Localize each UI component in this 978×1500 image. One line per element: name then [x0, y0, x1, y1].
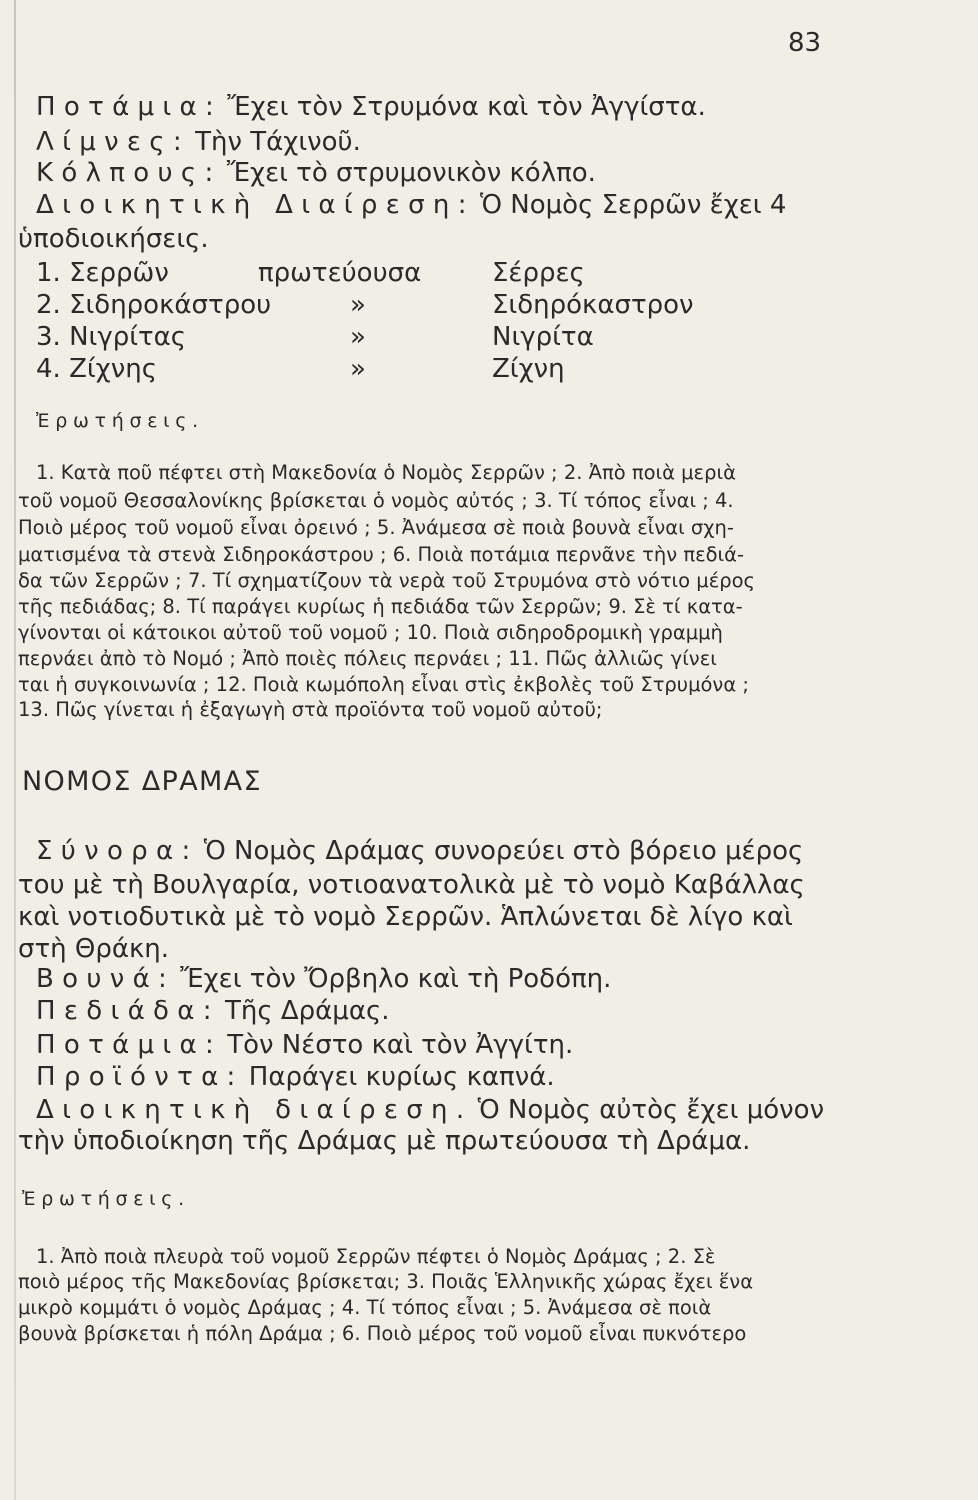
lakes-line [36, 127, 361, 157]
question-line: βουνὰ βρίσκεται ἡ πόλη Δράμα ; 6. Ποιὸ μέρος τοῦ νομοῦ εἶναι πυκνότερο [18, 1322, 747, 1345]
mountains-line [36, 964, 611, 994]
borders-label: Σύνορα: [36, 836, 199, 866]
question-line: 1. Ἀπὸ ποιὰ πλευρὰ τοῦ νομοῦ Σερρῶν πέφτει ὁ Νομὸς Δράμας ; 2. Σὲ [36, 1245, 716, 1268]
subdivision-name: 3. Νιγρίτας [36, 322, 187, 352]
subdivision-name: 4. Ζίχνης [36, 354, 157, 384]
subdivision-capital: Νιγρίτα [492, 322, 594, 352]
division-line [36, 190, 786, 220]
drama-division-text: Ὁ Νομὸς αὐτὸς ἔχει μόνον [477, 1095, 825, 1125]
drama-questions-label: Ἐρωτήσεις. [22, 1188, 190, 1210]
question-line: ται ἡ συγκοινωνία ; 12. Ποιὰ κωμόπολη εἶναι στὶς ἐκβολὲς τοῦ Στρυμόνα ; [18, 673, 749, 696]
rivers-label: Ποτάμια: [36, 92, 223, 122]
drama-rivers-text: Τὸν Νέστο καὶ τὸν Ἀγγίτη. [227, 1030, 574, 1060]
section-heading: ΝΟΜΟΣ ΔΡΑΜΑΣ [22, 766, 262, 797]
question-line: ματισμένα τὰ στενὰ Σιδηροκάστρου ; 6. Ποιὰ ποτάμια περνᾶνε τὴν πεδιά- [18, 543, 745, 566]
products-text: Παράγει κυρίως καπνά. [248, 1062, 555, 1092]
question-line: γίνονται οἱ κάτοικοι αὐτοῦ τοῦ νομοῦ ; 10. Ποιὰ σιδηροδρομικὴ γραμμὴ [18, 621, 723, 644]
lakes-label: Λίμνες: [36, 127, 190, 157]
questions-label: Ἐρωτήσεις. [36, 410, 204, 432]
drama-division-label: Διοικητικὴ διαίρεση. [36, 1095, 473, 1125]
division-cont: ὑποδιοικήσεις. [18, 224, 209, 254]
drama-division-cont: τὴν ὑποδιοίκηση τῆς Δράμας μὲ πρωτεύουσα τὴ Δράμα. [18, 1126, 751, 1156]
subdivision-capital: Σέρρες [492, 258, 585, 288]
lakes-text: Τὴν Τάχινοῦ. [195, 127, 361, 157]
subdivision-capital: Σιδηρόκαστρον [492, 290, 694, 320]
products-label: Προϊόντα: [36, 1062, 244, 1092]
question-line: μικρὸ κομμάτι ὁ νομὸς Δράμας ; 4. Τί τόπος εἶναι ; 5. Ἀνάμεσα σὲ ποιὰ [18, 1296, 712, 1319]
question-line: τῆς πεδιάδας; 8. Τί παράγει κυρίως ἡ πεδιάδα τῶν Σερρῶν; 9. Σὲ τί κατα- [18, 595, 743, 618]
drama-rivers-label: Ποτάμια: [36, 1030, 223, 1060]
borders-line [36, 836, 803, 866]
subdivision-type: » [350, 290, 366, 320]
subdivision-name: 2. Σιδηροκάστρου [36, 290, 272, 320]
division-text: Ὁ Νομὸς Σερρῶν ἔχει 4 [479, 190, 787, 220]
gulfs-text: Ἔχει τὸ στρυμονικὸν κόλπο. [226, 158, 596, 188]
subdivision-type: πρωτεύουσα [258, 258, 422, 288]
page-number: 83 [788, 28, 822, 58]
subdivision-type: » [350, 354, 366, 384]
borders-line: στὴ Θράκη. [18, 934, 170, 964]
question-line: περνάει ἀπὸ τὸ Νομό ; Ἀπὸ ποιὲς πόλεις περνάει ; 11. Πῶς ἀλλιῶς γίνει [18, 647, 717, 670]
mountains-text: Ἔχει τὸν Ὄρβηλο καὶ τὴ Ροδόπη. [180, 964, 612, 994]
question-line: ποιὸ μέρος τῆς Μακεδονίας βρίσκεται; 3. Ποιᾶς Ἑλληνικῆς χώρας ἔχει ἕνα [18, 1270, 754, 1293]
products-line [36, 1062, 555, 1092]
drama-division-line [36, 1095, 824, 1125]
gulfs-line [36, 158, 596, 188]
borders-line: του μὲ τὴ Βουλγαρία, νοτιοανατολικὰ μὲ τὸ νομὸ Καβάλλας [18, 870, 805, 900]
question-line: δα τῶν Σερρῶν ; 7. Τί σχηματίζουν τὰ νερὰ τοῦ Στρυμόνα στὸ νότιο μέρος [18, 569, 755, 592]
plain-text: Τῆς Δράμας. [224, 996, 390, 1026]
division-label: Διοικητικὴ Διαίρεση: [36, 190, 475, 220]
question-line: Ποιὸ μέρος τοῦ νομοῦ εἶναι ὀρεινό ; 5. Ἀνάμεσα σὲ ποιὰ βουνὰ εἶναι σχη- [18, 516, 734, 539]
question-line: 13. Πῶς γίνεται ἡ ἐξαγωγὴ στὰ προϊόντα τοῦ νομοῦ αὐτοῦ; [18, 698, 603, 721]
drama-rivers-line [36, 1030, 573, 1060]
rivers-text: Ἔχει τὸν Στρυμόνα καὶ τὸν Ἀγγίστα. [227, 92, 706, 122]
borders-text: Ὁ Νομὸς Δράμας συνορεύει στὸ βόρειο μέρος [203, 836, 804, 866]
subdivision-capital: Ζίχνη [492, 354, 565, 384]
subdivision-type: » [350, 322, 366, 352]
plain-label: Πεδιάδα: [36, 996, 220, 1026]
plain-line [36, 996, 390, 1026]
question-line: 1. Κατὰ ποῦ πέφτει στὴ Μακεδονία ὁ Νομὸς Σερρῶν ; 2. Ἀπὸ ποιὰ μεριὰ [36, 461, 736, 484]
gulfs-label: Κόλπους: [36, 158, 222, 188]
question-line: τοῦ νομοῦ Θεσσαλονίκης βρίσκεται ὁ νομὸς αὐτός ; 3. Τί τόπος εἶναι ; 4. [18, 489, 734, 512]
mountains-label: Βουνά: [36, 964, 176, 994]
rivers-line [36, 92, 706, 122]
subdivision-name: 1. Σερρῶν [36, 258, 169, 288]
borders-line: καὶ νοτιοδυτικὰ μὲ τὸ νομὸ Σερρῶν. Ἁπλώνεται δὲ λίγο καὶ [18, 902, 793, 932]
